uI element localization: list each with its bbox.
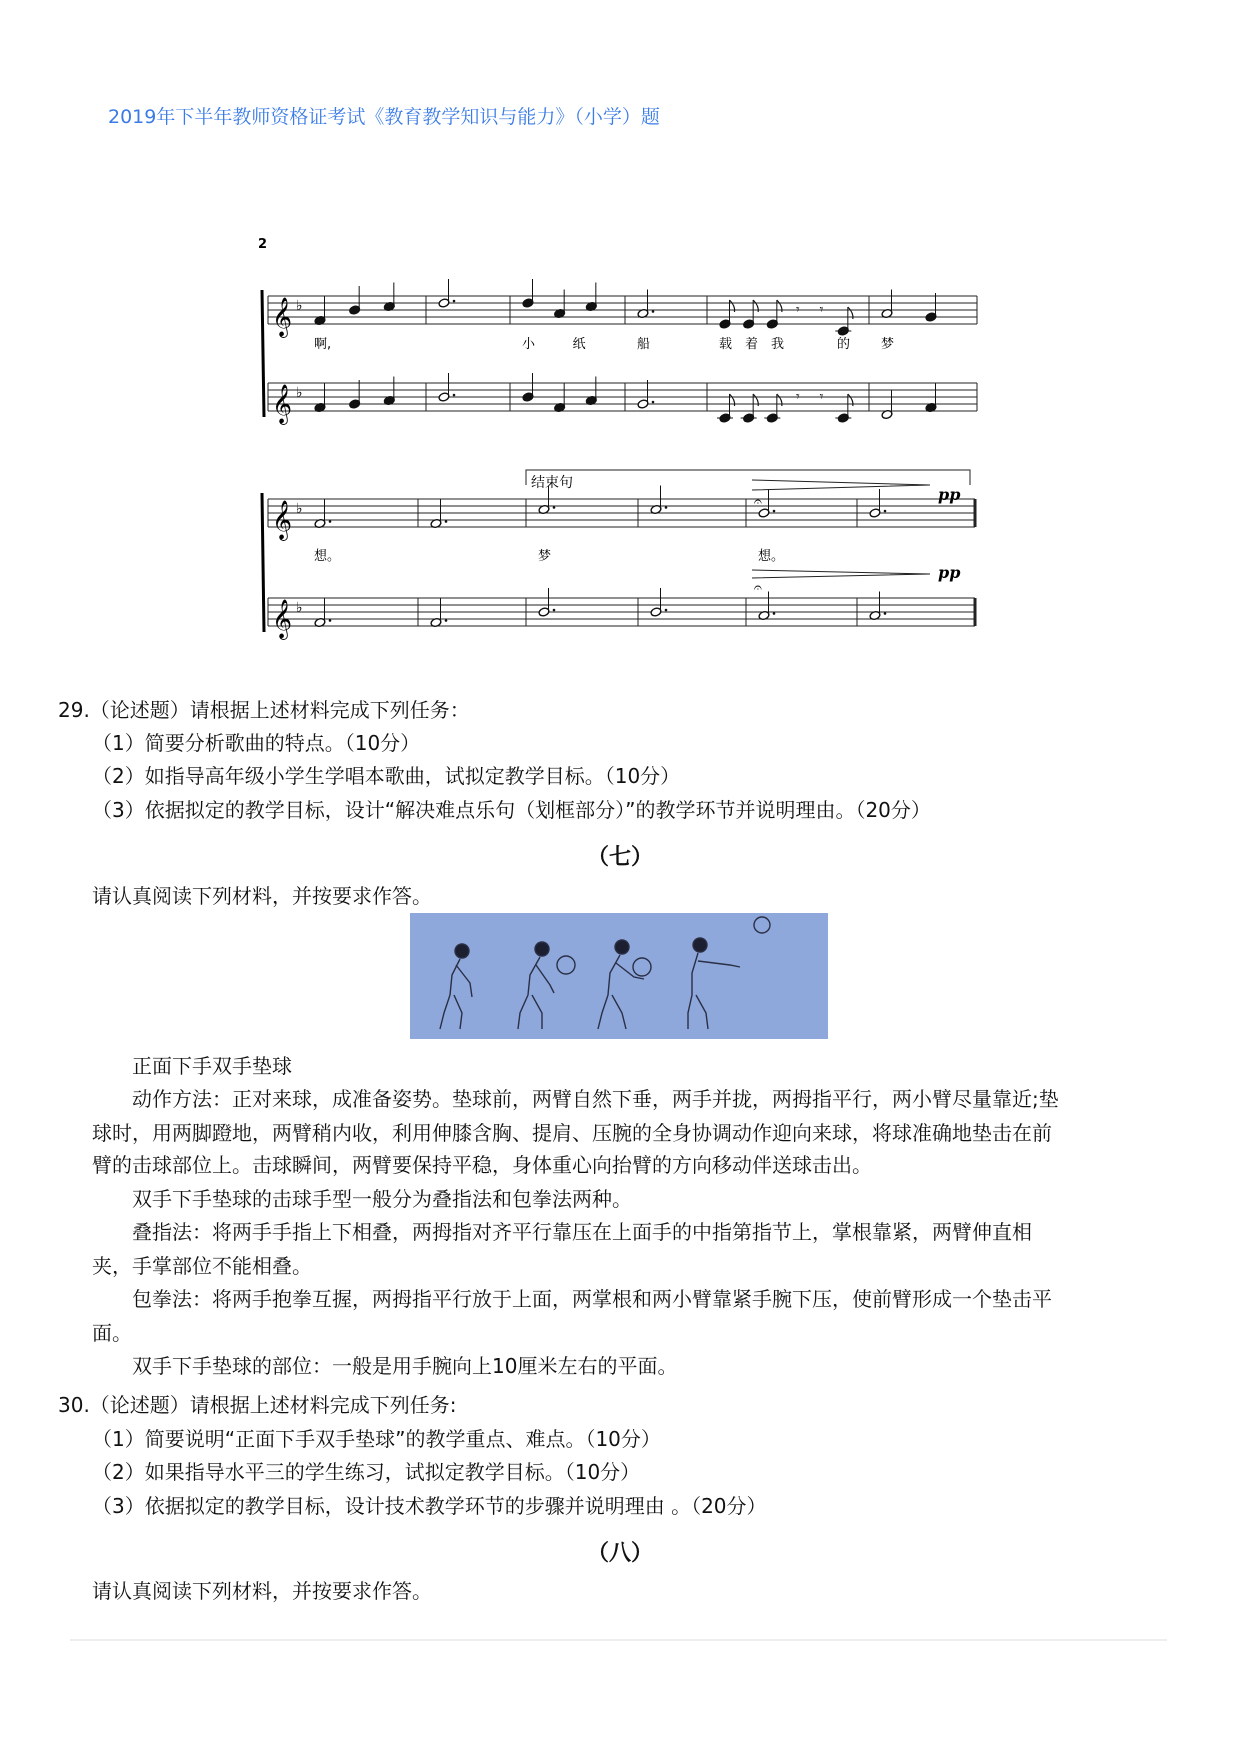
lyric: 载 (719, 337, 733, 352)
question-30-item-3: （3）依据拟定的教学目标，设计技术教学环节的步骤并说明理由 。（20分） (92, 1494, 767, 1518)
section-7-heading: （七） (586, 845, 653, 870)
page-number: 2 (258, 237, 268, 252)
system-bracket (262, 493, 264, 632)
note-dot (329, 619, 332, 622)
material-line: 动作方法：正对来球，成准备姿势。垫球前，两臂自然下垂，两手并拢，两拇指平行，两小臂尽量靠近;垫 (132, 1087, 1059, 1111)
volleyball-bump-illustration (410, 913, 828, 1039)
treble-clef-icon: 𝄞 (272, 297, 293, 337)
page-divider (70, 1639, 1167, 1641)
figure-3 (598, 940, 651, 1029)
note-dot (453, 300, 456, 303)
eighth-rest-icon: 𝄾 (819, 302, 824, 318)
note-dot (884, 612, 887, 615)
note-dot (665, 506, 668, 509)
lyric: 想。 (314, 549, 341, 564)
material-line: 双手下手垫球的部位：一般是用手腕向上10厘米左右的平面。 (132, 1354, 678, 1378)
material-line: 叠指法：将两手手指上下相叠，两拇指对齐平行靠压在上面手的中指第指节上，掌根靠紧，两臂伸直相 (132, 1220, 1032, 1244)
question-29-item-3: （3）依据拟定的教学目标，设计“解决难点乐句（划框部分）”的教学环节并说明理由。（20分） (92, 798, 931, 822)
lyric: 梦 (881, 337, 895, 352)
eighth-rest-icon: 𝄾 (796, 389, 800, 405)
question-30-item-2: （2）如果指导水平三的学生练习，试拟定教学目标。（10分） (92, 1460, 641, 1484)
question-29-item-2: （2）如指导高年级小学生学唱本歌曲，试拟定教学目标。（10分） (92, 764, 681, 788)
note-dot (553, 506, 556, 509)
question-29-item-1: （1）简要分析歌曲的特点。（10分） (92, 731, 421, 755)
lyric: 着 (745, 337, 759, 352)
system-bracket (262, 290, 264, 417)
figure-4 (688, 917, 770, 1029)
section-8-heading: （八） (586, 1541, 653, 1566)
lyric: 梦 (538, 549, 552, 564)
question-29-stem: 29.（论述题）请根据上述材料完成下列任务： (58, 698, 470, 722)
lyric: 小 (522, 337, 536, 352)
material-line: 夹，手掌部位不能相叠。 (92, 1254, 312, 1278)
material-line: 面。 (92, 1321, 132, 1345)
note-dot (329, 520, 332, 523)
section-7-instruction: 请认真阅读下列材料，并按要求作答。 (92, 884, 432, 908)
decrescendo-hairpin (752, 570, 930, 578)
note-dot (665, 609, 668, 612)
note-dot (773, 612, 776, 615)
dynamic-pp: pp (938, 563, 961, 582)
treble-clef-icon: 𝄞 (272, 500, 293, 540)
note-dot (445, 520, 448, 523)
dynamic-pp: pp (938, 485, 961, 504)
note-dot (652, 401, 655, 404)
material-line: 球时，用两脚蹬地，两臂稍内收，利用伸膝含胸、提肩、压腕的全身协调动作迎向来球，将球准确地垫击在前 (92, 1121, 1052, 1145)
question-30-stem: 30.（论述题）请根据上述材料完成下列任务: (58, 1393, 457, 1417)
fermata-icon: 𝄐 (754, 580, 762, 596)
lyric: 啊, (314, 337, 332, 352)
note-dot (445, 619, 448, 622)
note-dot (773, 510, 776, 513)
fermata-icon: 𝄐 (754, 494, 762, 510)
note-dot (652, 310, 655, 313)
note-dot (884, 510, 887, 513)
treble-clef-icon: 𝄞 (272, 384, 293, 424)
decrescendo-hairpin (752, 480, 930, 490)
lyric: 想。 (758, 549, 785, 564)
note-dot (453, 394, 456, 397)
note-dot (553, 609, 556, 612)
figure-1 (440, 944, 472, 1029)
key-signature-flat-icon: ♭ (296, 298, 303, 314)
lyric: 的 (837, 337, 851, 352)
lyric: 我 (771, 337, 785, 352)
music-score (0, 220, 1240, 660)
lyric: 纸 (572, 337, 586, 352)
eighth-rest-icon: 𝄾 (819, 389, 824, 405)
end-phrase-label: 结束句 (531, 475, 573, 491)
key-signature-flat-icon: ♭ (296, 600, 303, 616)
end-phrase-box (526, 470, 970, 485)
material-line: 双手下手垫球的击球手型一般分为叠指法和包拳法两种。 (132, 1187, 632, 1211)
question-30-item-1: （1）简要说明“正面下手双手垫球”的教学重点、难点。（10分） (92, 1427, 661, 1451)
key-signature-flat-icon: ♭ (296, 385, 303, 401)
material-title: 正面下手双手垫球 (132, 1054, 292, 1078)
material-line: 包拳法：将两手抱拳互握，两拇指平行放于上面，两掌根和两小臂靠紧手腕下压，使前臂形成一个垫击平 (132, 1287, 1052, 1311)
material-line: 臂的击球部位上。击球瞬间，两臂要保持平稳，身体重心向抬臂的方向移动伴送球击出。 (92, 1153, 872, 1177)
document-title: 2019年下半年教师资格证考试《教育教学知识与能力》（小学）题 (108, 106, 660, 128)
eighth-rest-icon: 𝄾 (796, 302, 800, 318)
treble-clef-icon: 𝄞 (272, 599, 293, 639)
key-signature-flat-icon: ♭ (296, 501, 303, 517)
figure-2 (518, 942, 575, 1029)
section-8-instruction: 请认真阅读下列材料，并按要求作答。 (92, 1579, 432, 1603)
lyric: 船 (637, 337, 651, 352)
